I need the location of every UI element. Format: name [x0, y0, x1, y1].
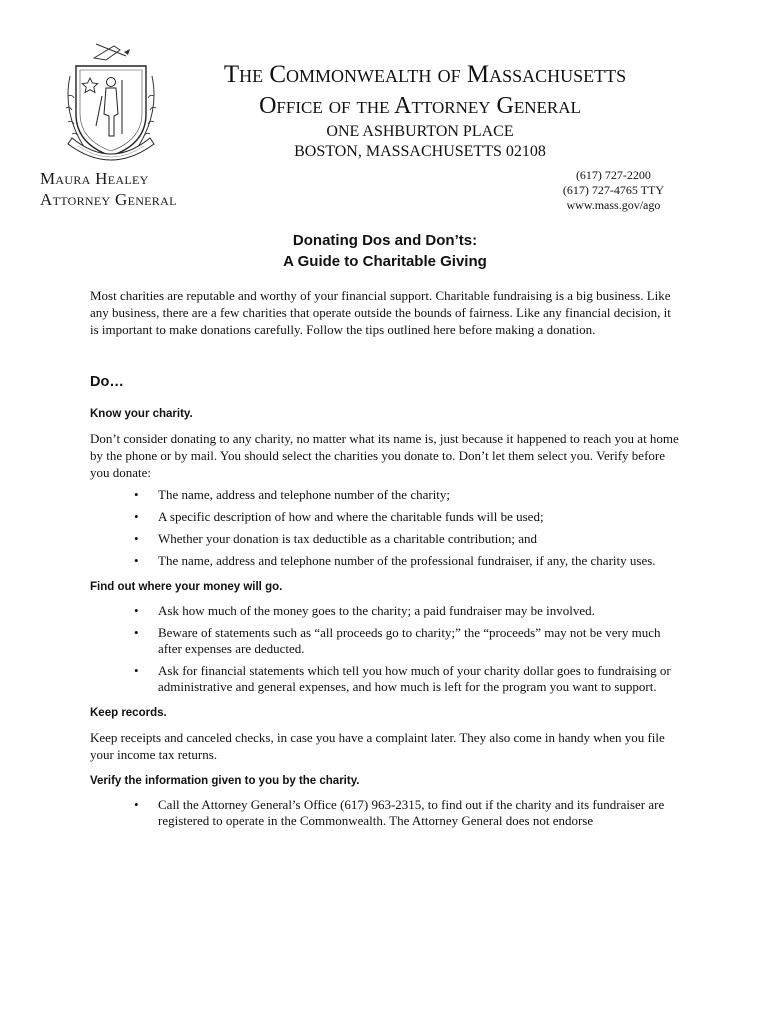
document-title — [200, 230, 570, 272]
section-know-your-charity — [90, 406, 682, 569]
attorney-general-block — [40, 168, 200, 210]
bullet-icon: • — [134, 663, 139, 678]
section-heading: Know your charity. — [90, 408, 193, 420]
bullet-icon: • — [134, 509, 139, 524]
list-item-text: The name, address and telephone number of the professional fundraiser, if any, the charity uses. — [158, 553, 656, 568]
list-item — [90, 553, 682, 569]
section-heading: Verify the information given to you by the charity. — [90, 775, 360, 787]
bullet-icon: • — [134, 797, 139, 812]
intro-paragraph: Most charities are reputable and worthy of your financial support. Charitable fundraising is a big business. Like any business, there are a few charities that operate outside the bounds of fairness. Like any financial decision, it is important to make donations carefully. Follow the tips outlined here before making a donation. — [90, 288, 671, 337]
massachusetts-seal-icon — [56, 36, 166, 166]
contact-info — [563, 168, 664, 213]
section-verify-information — [90, 773, 682, 829]
section-keep-records — [90, 705, 682, 763]
attorney-title: Attorney General — [40, 190, 177, 209]
list-item-text: A specific description of how and where the charitable funds will be used; — [158, 509, 544, 524]
attorney-name: Maura Healey — [40, 169, 149, 188]
list-item-text: The name, address and telephone number of the charity; — [158, 487, 451, 502]
section-find-out-where-money-goes — [90, 579, 682, 695]
office-address — [190, 122, 650, 162]
section-heading: Find out where your money will go. — [90, 581, 283, 593]
list-item-text: Ask how much of the money goes to the charity; a paid fundraiser may be involved. — [158, 603, 595, 618]
list-item — [90, 797, 682, 829]
bullet-list — [90, 603, 682, 695]
do-heading: Do… — [90, 374, 124, 390]
section-paragraph: Keep receipts and canceled checks, in case you have a complaint later. They also come in handy when you file your income tax returns. — [90, 730, 665, 762]
bullet-list — [90, 487, 682, 569]
bullet-icon: • — [134, 625, 139, 640]
document-body — [90, 287, 682, 829]
office-heading: Office of the Attorney General — [259, 93, 581, 119]
website-link[interactable]: www.mass.gov/ago — [566, 198, 661, 212]
list-item — [90, 663, 682, 695]
tty-number: (617) 727-4765 TTY — [562, 183, 664, 197]
list-item — [90, 487, 682, 503]
list-item — [90, 531, 682, 547]
bullet-icon: • — [134, 531, 139, 546]
phone-number: (617) 727-2200 — [575, 168, 651, 182]
section-paragraph: Don’t consider donating to any charity, no matter what its name is, just because it happened to reach you at home by the phone or by mail. You should select the charities you donate to. Don’t let them select you. Verify before you donate: — [90, 431, 679, 480]
bullet-icon: • — [134, 603, 139, 618]
list-item — [90, 603, 682, 619]
list-item-text: Call the Attorney General’s Office (617) 963-2315, to find out if the charity and its fundraiser are registered to operate in the Commonwealth. The Attorney General does not endorse — [158, 797, 665, 828]
list-item-text: Ask for financial statements which tell you how much of your charity dollar goes to fundraising or administrative and general expenses, and how much is left for the program you want to support. — [158, 663, 671, 694]
title-line-1: Donating Dos and Don’ts: — [292, 232, 478, 249]
commonwealth-heading: The Commonwealth of Massachusetts — [223, 61, 627, 88]
list-item-text: Whether your donation is tax deductible as a charitable contribution; and — [158, 531, 538, 546]
list-item — [90, 509, 682, 525]
bullet-icon: • — [134, 553, 139, 568]
section-heading: Keep records. — [90, 707, 167, 719]
address-line-2: BOSTON, MASSACHUSETTS 02108 — [294, 143, 546, 160]
list-item-text: Beware of statements such as “all proceeds go to charity;” the “proceeds” may not be very much after expenses are deducted. — [158, 625, 661, 656]
bullet-list — [90, 797, 682, 829]
bullet-icon: • — [134, 487, 139, 502]
list-item — [90, 625, 682, 657]
title-line-2: A Guide to Charitable Giving — [283, 253, 487, 270]
address-line-1: ONE ASHBURTON PLACE — [326, 123, 514, 140]
